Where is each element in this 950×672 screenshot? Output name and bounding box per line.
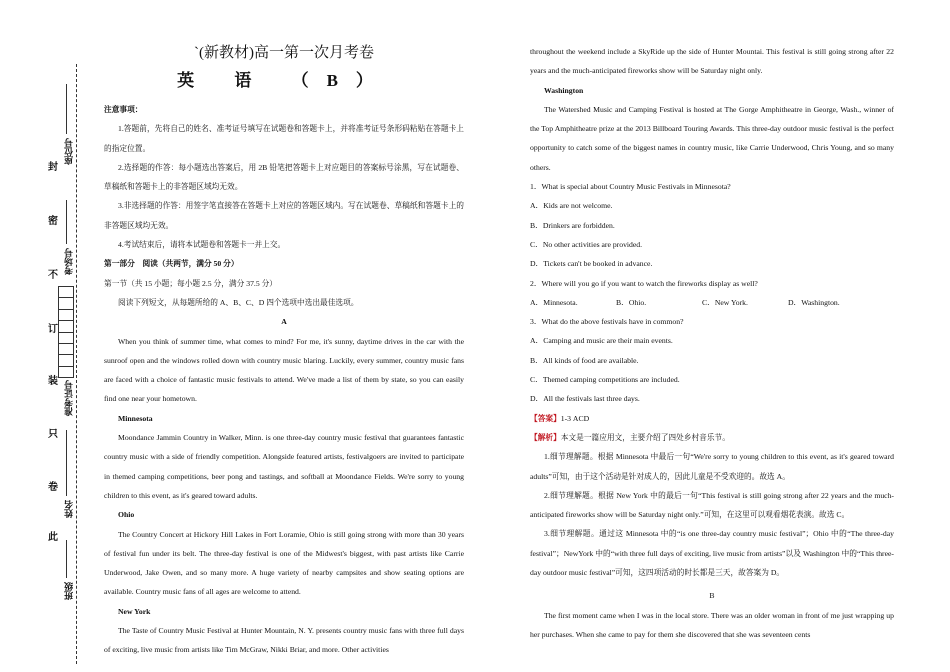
ohio-text: The Country Concert at Hickory Hill Lakes in Fort Loramie, Ohio is still going strong with more than 30 years of festival fun under its belt. The three-day festival is one of the Midwest's biggest, with past artists like Carrie Underwood, Jake Owen, and so many more. A huge variety of nearby campsites and show seating options are available. Country music fans of all ages are welcome to attend.: [104, 529, 464, 597]
question-option: C．New York.: [702, 297, 748, 307]
notice-item: 2.选择题的作答：每小题选出答案后，用 2B 铅笔把答题卡上对应题目的答案标号涂黑，写在试题卷、草稿纸和答题卡上的非答题区域均无效。: [104, 162, 464, 192]
seal-char: 密: [48, 216, 58, 227]
question-option: D．Tickets can't be booked in advance.: [530, 259, 653, 269]
question-option: D．All the festivals last three days.: [530, 394, 640, 404]
question-option: B．Ohio.: [616, 297, 647, 307]
seal-char: 订: [48, 324, 58, 335]
answer-value: 1-3 ACD: [560, 413, 590, 423]
admission-number-label: 准考证号: [64, 380, 74, 416]
notice-heading: 注意事项：: [104, 105, 143, 114]
analysis-text: 本文是一篇应用文，主要介绍了四处乡村音乐节。: [560, 432, 730, 442]
question-stem: 2．Where will you go if you want to watch the fireworks display as well?: [530, 278, 758, 288]
admission-number-boxes: [58, 286, 74, 378]
passage-a-label: A: [281, 317, 287, 327]
name-line: [66, 430, 67, 496]
explanation: 3.细节理解题。通过这 Minnesota 中的“is one three-day country music festival”；Ohio 中的“The three-day festival”；NewYork 中的“with three full days of exciting, live music from artists”以及 Washington 中的“This three-day outdoor music festival”可知，这四项活动的时长都是三天，故答案为 D。: [530, 529, 894, 578]
question-option: B．All kinds of food are available.: [530, 355, 639, 365]
question-stem: 1．What is special about Country Music Festivals in Minnesota?: [530, 182, 731, 192]
question-option: A．Kids are not welcome.: [530, 201, 613, 211]
minnesota-heading: Minnesota: [118, 413, 153, 423]
explanation: 1.细节理解题。根据 Minnesota 中最后一句“We're sorry to young children to this event, as it's geared toward adults”可知，由于这个活动是针对成人的，因此儿童是不受欢迎的。故选 A。: [530, 452, 894, 481]
answer-line: [530, 409, 894, 428]
question-option: C．Themed camping competitions are included.: [530, 375, 680, 385]
question-stem: 3．What do the above festivals have in common?: [530, 317, 684, 327]
notice-item: 4.考试结束后，请将本试题卷和答题卡一并上交。: [118, 240, 286, 250]
analysis-line: [530, 428, 894, 447]
name-label: 姓名: [64, 500, 74, 518]
analysis-tag: 【解析】: [530, 432, 561, 442]
exam-room-line: [66, 200, 67, 244]
notice-item: 1.答题前，先将自己的姓名、准考证号填写在试题卷和答题卡上，并将准考证号条形码粘贴在答题卡上的指定位置。: [104, 124, 464, 153]
notice-item: 3.非选择题的作答：用签字笔直接答在答题卡上对应的答题区域内。写在试题卷、草稿纸和答题卡上的非答题区域均无效。: [104, 201, 464, 230]
newyork-text: The Taste of Country Music Festival at Hunter Mountain, N. Y. presents country music fans with three full days of exciting, live music from artists like Tim McGraw, Nikki Briar, and more. Other activities: [104, 626, 464, 655]
seal-char: 此: [48, 532, 58, 543]
subject-title: 英 语 （B）: [177, 71, 391, 90]
class-line: [66, 540, 67, 578]
seal-char: 只: [48, 429, 58, 440]
explanation: 2.细节理解题。根据 New York 中的最后一句“This festival is still going strong after 22 years and the much-anticipated fireworks show will be Saturday night only.”可知，在这里可以观看烟花表演。故选 C。: [530, 490, 894, 520]
left-column: [104, 42, 464, 660]
class-label: 班级: [64, 582, 74, 600]
passage-b-label: B: [709, 591, 715, 601]
seal-char: 不: [48, 270, 58, 281]
part1-heading: 第一部分 阅读（共两节，满分 50 分）: [104, 259, 239, 269]
newyork-text-cont: throughout the weekend include a SkyRide up the side of Hunter Mountai. This festival is still going strong after 22 years and the much-anticipated fireworks show will be Saturday night only.: [530, 47, 894, 76]
newyork-heading: New York: [118, 606, 151, 616]
exam-title: `(新教材)高一第一次月考卷: [194, 45, 374, 61]
washington-text: The Watershed Music and Camping Festival is hosted at The Gorge Amphitheatre in George, Wash., winner of the Top Amphitheatre prize at the 2013 Billboard Touring Awards. This three-day outdoor music festival is the perfect opportunity to catch some of the biggest names in country music, like Carrie Underwood, Chris Young, and so many others.: [530, 104, 894, 172]
question-option: B．Drinkers are forbidden.: [530, 220, 615, 230]
exam-room-label: 考场号: [64, 248, 74, 275]
section1-heading: 第一节（共 15 小题；每小题 2.5 分，满分 37.5 分）: [104, 278, 277, 288]
cut-line: [76, 64, 77, 664]
instruction: 阅读下列短文，从每题所给的 A、B、C、D 四个选项中选出最佳选项。: [118, 297, 359, 307]
answer-tag: 【答案】: [530, 413, 561, 423]
seal-char: 装: [48, 376, 58, 387]
question-option: A．Minnesota.: [530, 297, 578, 307]
binding-margin: [0, 0, 100, 672]
washington-heading: Washington: [544, 85, 584, 95]
question-options-row: [530, 293, 894, 312]
passage-b-text: The first moment came when I was in the local store. There was an older woman in front of me just wrapping up her purchases. When she came to pay for them she discovered that she was seventeen cents: [530, 610, 894, 639]
question-option: C．No other activities are provided.: [530, 239, 643, 249]
passage-a-intro: When you think of summer time, what comes to mind? For me, it's sunny, daytime drives in the car with the sunroof open and the windows rolled down with country music blaring. Luckily, every summer, country music fans are faced with a choice of fantastic music festivals to attend. We've made a list of them by state, so you can easily find one near your hometown.: [104, 336, 464, 404]
seat-number-line: [66, 84, 67, 134]
seal-char: 封: [48, 162, 58, 173]
question-option: D．Washington.: [788, 297, 840, 307]
seal-char: 卷: [48, 482, 58, 493]
minnesota-text: Moondance Jammin Country in Walker, Minn. is one three-day country music festival that guarantees fantastic country music with a side of friendly competition. Alongside featured artists, festivalgoers are invited to participate in themed camping competitions, beer pong and tastings, and softball at Moondance Fields. We're sorry to young children to this event, as it's geared toward adults.: [104, 433, 464, 500]
seat-number-label: 座位号: [64, 138, 74, 165]
ohio-heading: Ohio: [118, 510, 135, 520]
question-option: A．Camping and music are their main events.: [530, 336, 673, 346]
right-column: [530, 42, 894, 644]
